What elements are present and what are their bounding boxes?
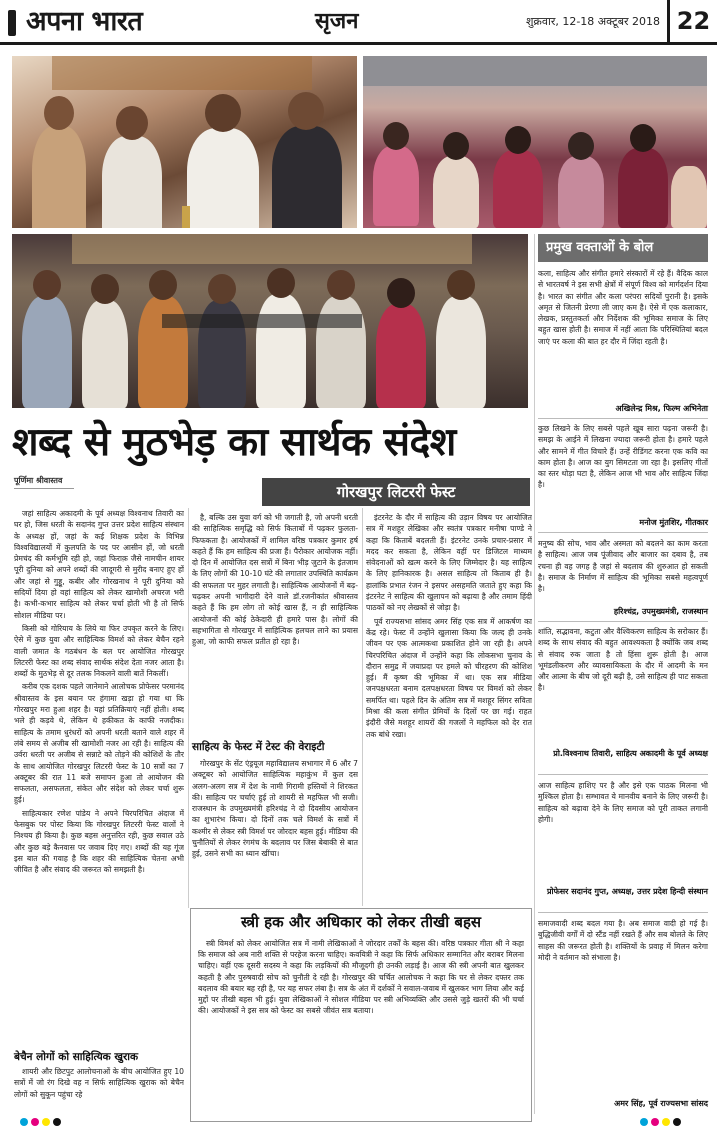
photo-figure-head xyxy=(447,270,475,300)
article-paragraph: इंटरनेट के दौर में साहित्य की उड़ान विषय पर आयोजित सत्र में मशहूर लेखिका और स्वतंत्र पत्रकार मनीषा पाण्डे ने कहा कि किताबें बदलती हैं। इंटरनेट उनके प्रचार-प्रसार में मदद कर सकता है, लेकिन वहीं पर डिजिटल माध्यम संवेदनाओं को खत्म करने के लिए जिम्मेदार है। यह साहित्य के लिए हानिकारक है। असल साहित्य तो किताब ही है। हालांकि प्रभात रंजन ने इसपर असहमति जताते हुए कहा कि इंटरनेट ने साहित्य की खुलापन को बढ़ाया है और तमाम हिंदी पाठकों को नए लेखकों से जोड़ा है। xyxy=(366,513,532,613)
photo-figure-head xyxy=(505,126,531,154)
photo-figure xyxy=(618,148,668,228)
article-column-1 xyxy=(14,508,184,1048)
photo-figure xyxy=(558,156,604,228)
photo-figure-head xyxy=(91,274,119,304)
brand-mark-icon xyxy=(8,10,16,36)
photo-figure-head xyxy=(568,132,594,160)
article-paragraph: करीब एक दशक पहले जानेमाने आलोचक प्रोफेसर परमानंद श्रीवास्तव के इस बयान पर हंगामा खड़ा हो गया था कि गोरखपुर मरा हुआ शहर है। यहां प्रतिक्रियाएं नहीं होती। शब्द भले ही कड़वे थे, लेकिन थे हकीकत के काफी नजदीक। साहित्य के तमाम धुरंधरों को अपनी धरती बताने वाले शहर में लंबे समय से अजीब सी खामोशी नजर आ रही है। साहित्य की उर्वरा धरती पर अजीब से सन्नाटे को तोड़ने की कोशिशें के तौर के साथ आयोजित गोरखपुर लिटररी फेस्ट के 10 सत्रों का 7 अक्टूबर की रात 11 बजे समापन हुआ तो आयोजन की सफलता, असफलता, संकेत और संदेश को लेकर चर्चा शुरू हुई। xyxy=(14,682,184,805)
photo-figure-head xyxy=(44,96,74,130)
photo-figure-head xyxy=(443,132,469,160)
photo-book-launch xyxy=(12,234,528,408)
article-paragraph: है, बल्कि उस युवा वर्ग को भी जगाती है, जो अपनी धरती की साहित्यिक समृद्धि को सिर्फ किताबों में पढ़कर फुलता-फिफकता है। आयोजकों में शामिल वरिष्ठ पत्रकार कुमार हर्ष कहते हैं कि हम साहित्य की प्रजा हैं। पैरोकार आयोजक नहीं। दो दिन में आयोजित दस सत्रों में बिना भीड़ जुटाने के इंतजाम के लिए लोगों की 10-10 घंटे की लगातार उपस्थिति कार्यक्रम की सफलता पर मुहर लगाती है। साहित्यिक आयोजनों में बढ़-चढ़कर अपनी भागीदारी देने वाले डॉ.रजनीकांत श्रीवास्तव कहते हैं कि हम लोग तो कोई खास हैं, न ही साहित्यिक आयोजनों की कोई ठेकेदारी ही हमारे पास है। लोगों की सहभागिता से गोरखपुर में साहित्यिक हलचल लाने का प्रयास हुआ, जो काफी सफल प्रतीत हो रहा है। xyxy=(192,513,358,647)
sidebar-quote: समाजवादी शब्द बदल गया है। अब समाज वादी हो गई है। बुद्धिजीवी वर्गों में दो स्टैंड नहीं रखते हैं और सब बोलते के लिए साहस की जरूरत होती है। शक्तियों के प्रवाह में मिलन करेगा मोदी ने वर्तमान को संभाला है। xyxy=(538,919,708,962)
feature-box-title: स्त्री हक और अधिकार को लेकर तीखी बहस xyxy=(240,913,482,931)
photo-figure-head xyxy=(149,270,177,300)
column-rule xyxy=(188,508,189,908)
photo-banner xyxy=(72,234,472,264)
byline: पूर्णिमा श्रीवास्तव xyxy=(14,476,63,485)
photo-figure xyxy=(373,146,419,226)
reg-dot-icon xyxy=(640,1118,648,1126)
reg-dot-icon xyxy=(651,1118,659,1126)
photo-stage-wall xyxy=(363,56,707,86)
sidebar-divider xyxy=(538,532,708,533)
photo-figure-head xyxy=(116,106,148,140)
column-rule xyxy=(534,234,535,1114)
sidebar-attribution: मनोज मुंतशिर, गीतकार xyxy=(639,518,708,527)
reg-dot-icon xyxy=(31,1118,39,1126)
book-copies-icon xyxy=(162,314,362,328)
issue-date: शुक्रवार, 12-18 अक्टूबर 2018 xyxy=(525,15,660,28)
reg-dot-icon xyxy=(53,1118,61,1126)
photo-figure xyxy=(256,294,306,408)
registration-marks xyxy=(640,1118,681,1126)
photo-figure xyxy=(436,296,486,408)
photo-figure xyxy=(22,296,72,408)
feature-box-text: स्त्री विमर्श को लेकर आयोजित सत्र में नामी लेखिकाओं ने जोरदार तर्कों के बहस की। वरिष्ठ पत्रकार गीता श्री ने कहा कि समाज को अब नारी शक्ति से परहेज करना चाहिए। कवयित्री ने कहा कि सिर्फ अधिकार सम्मानित और बराबर मिलना चाहिए। वहीं एक दूसरी सदस्य ने कहा कि लड़कियों की मौजूदगी ही उनकी लड़ाई है। आज की स्त्री अपनी बात खुलकर कहती है और पुरुषवादी सोच को चुनौती दे रही है। गोरखपुर की चर्चित आलोचक ने कहा कि घर से लेकर दफ्तर तक बदलाव की बयार बह रही है, पर यह सफर लंबा है। सत्र के अंत में दर्शकों ने सवाल-जवाब में खुलकर भाग लिया और कई मुद्दों पर तीखी बहस भी हुई। युवा लेखिकाओं ने सोशल मीडिया पर स्त्री अभिव्यक्ति और उससे जुड़े खतरों की भी चर्चा की। आयोजकों ने इस सत्र को फेस्ट का सबसे जीवंत सत्र बताया। xyxy=(198,939,524,1016)
photo-lamp-lighting xyxy=(12,56,357,228)
section-title: सृजन xyxy=(315,8,359,34)
photo-figure xyxy=(187,128,259,228)
photo-figure-head xyxy=(327,270,355,300)
sidebar-attribution: अखिलेन्द्र मिश्र, फिल्म अभिनेता xyxy=(615,404,708,413)
sidebar-quote: आज साहित्य हाशिए पर है और इसे एक पाठक मिलना भी मुश्किल होता है। सम्भावत ये मानवीय बनाने के लिए जरूरी है। साहित्य को बढ़ावा देने के लिए समाज को पूरी ताकत लगानी होगी। xyxy=(538,781,708,824)
article-column-1-continued: शायरी और छिटपुट आलोचनाओं के बीच आयोजित हुए 10 सत्रों में जो रंग दिखे वह न सिर्फ साहित्यिक खुराक को बेचैन लोगों को सुकून पहुंचा रहे xyxy=(14,1067,184,1099)
reg-dot-icon xyxy=(673,1118,681,1126)
sidebar-quote: शांति, सद्भावना, कटुता और वैश्विकरण साहित्य के सरोकार हैं। शब्द के साथ संवाद की बहुत आवश्यकता है क्योंकि जब शब्द से संवाद रुक जाता है तो हिंसा शुरू होती है। आज भूमंडलीकरण और व्यावसायिकता के दौर में आदमी के मन और आत्मा के बीच जो दूरी बढ़ी है, उसे साहित्य ही पाट सकता है। xyxy=(538,627,708,693)
masthead-rule xyxy=(0,42,717,45)
sidebar-divider xyxy=(538,912,708,913)
sidebar-quote: कुछ लिखने के लिए सबसे पहले खूब सारा पढ़ना जरूरी है। समझ के आईने में लिखना ज्यादा जरूरी होता है। हमारे पहले और सामने में गीत विचारे हैं। उन्हें रीडिंगट करना एक कवि का काम होता है। आज का युग सिमटता जा रहा है। इसलिए गीतों का स्तर थोड़ा घटा है, लेकिन आज भी भाव और साहित्य जिंदा है। xyxy=(538,424,708,490)
photo-figure xyxy=(82,300,128,408)
reg-dot-icon xyxy=(20,1118,28,1126)
photo-figure-head xyxy=(208,274,236,304)
brand-name: अपना भारत xyxy=(26,6,143,37)
subhead-fest-variety: साहित्य के फेस्ट में टेस्ट की वेराइटी xyxy=(192,741,325,753)
sidebar-attribution: अमर सिंह, पूर्व राज्यसभा सांसद xyxy=(614,1099,708,1108)
sidebar-quote: मनुष्य की सोच, भाव और अस्मता को बदलने का काम करता है साहित्य। आज जब पूंजीवाद और बाजार का दबाव है, तब रचना ही वह जगह है जहां से बदलाव की शुरुआत हो सकती है। समाज के निर्माण में साहित्य की भूमिका सबसे महत्वपूर्ण है। xyxy=(538,539,708,594)
photo-figure xyxy=(433,156,479,228)
photo-figure xyxy=(138,296,188,408)
article-paragraph: किसी को गोरियाय के लिये या फिर उपकृत करने के लिए। ऐसे में कुछ युवा और साहित्यिक विमर्श को लेकर बेचैन रहने वाली जमात के गठबंधन के बल पर आयोजित गोरखपुर लिटररी फेस्ट का शब्द संवाद सार्थक संदेश देता नजर आता है। शब्दों के मुठभेड़ से दूर तलक निकलने वाली बातें निकलीं। xyxy=(14,623,184,679)
sidebar-divider xyxy=(538,418,708,419)
sidebar-attribution: हरिश्चंद्र, उपमुख्यमंत्री, राजस्थान xyxy=(613,607,708,616)
article-column-2 xyxy=(192,512,358,734)
article-paragraph: गोरखपुर के सेंट एंड्रयूज महाविद्यालय सभागार में 6 और 7 अक्टूबर को आयोजित साहित्यिक महाकुंभ में कुल दस अलग-अलग सत्र में देश के नामी गिरामी हस्तियों ने शिरकत की। साहित्य पर चर्चाएं हुई तो शायरी से महफिल भी सजी। राजस्थान के उपमुख्यमंत्री हरिश्चंद्र ने दो दिवसीय आयोजन का शुभारंभ किया। दो दिनों तक चले विमर्श के सत्रों में कश्मीर से लेकर स्त्री विमर्श पर जोरदार बहस हुई। मीडिया की चुनौतियों से लेकर रंगमंच के बदलाव पर जिस बेबाकी से बात हुई, उसने सभी का ध्यान खींचा। xyxy=(192,759,358,859)
byline-rule xyxy=(14,488,74,489)
reg-dot-icon xyxy=(662,1118,670,1126)
fest-title-bar: गोरखपुर लिटररी फेस्ट xyxy=(262,478,530,506)
article-paragraph: जहां साहित्य अकादमी के पूर्व अध्यक्ष विश्वनाथ तिवारी का घर हो, जिस धरती के सदानंद गुप्त उत्तर प्रदेश साहित्य संस्थान के अध्यक्ष हों, जहां के कई शिक्षक प्रदेश के विभिन्न विश्वविद्यालयों में कुलपति के पद पर आसीन हों, जो धरती प्रेमचंद की कर्मभूमि रही हो, जहां फिराक़ जैसे नामचीन शायर पूरी दुनिया को अपने शब्दों की जादूगरी से मुरीद बनाए हुए हों और जहां से गुड्डू, कबीर और गोरखनाथ ने पूरी दुनिया को सदियों दिया हो वहां साहित्य को लेकर खामोशी अचरज भरी है। कभी-कभार साहित्य को लेकर चर्चा होती भी है तो सिर्फ सोशल मीडिया पर। xyxy=(14,509,184,620)
sidebar-quote: कला, साहित्य और संगीत हमारे संस्कारों में रहे हैं। वैदिक काल से भारतवर्ष ने इस सभी क्षेत्रों में संपूर्ण विश्व को मार्गदर्शन दिया है। भारत का संगीत और कला परंपरा सदियों पुरानी है। इसके अमृत से जितनी प्रेरणा ली जाए कम है। ऐसे में एक कलाकार, लेखक, प्रस्तुतकर्ता और निर्देशक की भूमिका समाज के लिए बहुत खास होती है। समाज में नहीं आता कि परिस्थितियां बदल जाएं पर कला की बात हर दौर में जिंदा रहती है। xyxy=(538,269,708,346)
photo-figure-head xyxy=(630,124,656,152)
sidebar-attribution: प्रो.विश्वनाथ तिवारी, साहित्य अकादमी के पूर्व अध्यक्ष xyxy=(553,749,708,758)
photo-figure-head xyxy=(383,122,409,150)
photo-figure-head xyxy=(288,92,324,130)
photo-figure xyxy=(316,296,366,408)
photo-figure xyxy=(32,126,86,228)
sidebar-header: प्रमुख वक्ताओं के बोल xyxy=(538,234,708,262)
headline: शब्द से मुठभेड़ का सार्थक संदेश xyxy=(12,419,456,465)
lamp-icon xyxy=(182,206,190,228)
sidebar-divider xyxy=(538,621,708,622)
page-number: 22 xyxy=(667,0,717,42)
photo-figure xyxy=(376,304,426,408)
article-column-2-continued xyxy=(192,758,358,904)
masthead xyxy=(0,0,717,46)
brand-logo xyxy=(8,6,278,38)
article-paragraph: पूर्व राज्यसभा सांसद अमर सिंह एक सत्र में आकर्षण का केंद्र रहे। फेस्ट में उन्होंने खुलासा किया कि जल्द ही उनके जीवन पर एक आत्मकथा प्रकाशित होने जा रही है। अपने चिरपरिचित अंदाज में उन्होंने कहा कि लोकसभा चुनाव के दौरान समुद्र में जयाप्रदा पर हमले को चीरहरण की कोशिश हुई। मैं कृष्ण की भूमिका में था। एक सत्र मीडिया जनपक्षधरता बनाम दलपक्षधरता विषय पर विमर्श को लेकर समर्पित था। पहले दिन के अंतिम सत्र में मशहूर सिंगर सविता मिश्रा की कला संगीत प्रेमियों के दिलों पर छा गई। राहत इंदौरी जैसे मशहूर शायरों की गजलों ने महफिल को देर रात तक बांधे रखा। xyxy=(366,616,532,739)
photo-audience xyxy=(363,56,707,228)
article-column-3 xyxy=(366,512,532,904)
sidebar-divider xyxy=(538,774,708,775)
reg-dot-icon xyxy=(42,1118,50,1126)
photo-figure xyxy=(272,126,342,228)
registration-marks xyxy=(20,1118,61,1126)
photo-figure-head xyxy=(267,268,295,298)
sidebar-attribution: प्रोफेसर सदानंद गुप्त, अध्यक्ष, उत्तर प्रदेश हिन्दी संस्थान xyxy=(546,887,708,896)
subhead-restless-readers: बेचैन लोगों को साहित्यिक खुराक xyxy=(14,1051,139,1063)
photo-figure-head xyxy=(205,94,241,132)
article-paragraph: साहित्यकार रणेश पांडेय ने अपने चिरपरिचित अंदाज में फेसबुक पर पोस्ट किया कि गोरखपुर लिटररी फेस्ट वालों ने निश्चय ही किया है। कुछ बहस अनुत्तरित रही, कुछ सवाल उठे और कुछ बड़े कैनवास पर जवाब दिए गए। शब्दों की यह गूंज इस बात की गवाह है कि शहर की साहित्यिक चेतना अभी जीवित है और संवाद की जरूरत को समझती है। xyxy=(14,808,184,875)
photo-figure xyxy=(493,150,543,228)
column-rule xyxy=(362,508,363,906)
photo-figure-head xyxy=(33,270,61,300)
photo-figure-head xyxy=(387,278,415,308)
photo-figure xyxy=(102,136,162,228)
photo-banner xyxy=(52,56,312,90)
photo-figure xyxy=(671,166,707,228)
